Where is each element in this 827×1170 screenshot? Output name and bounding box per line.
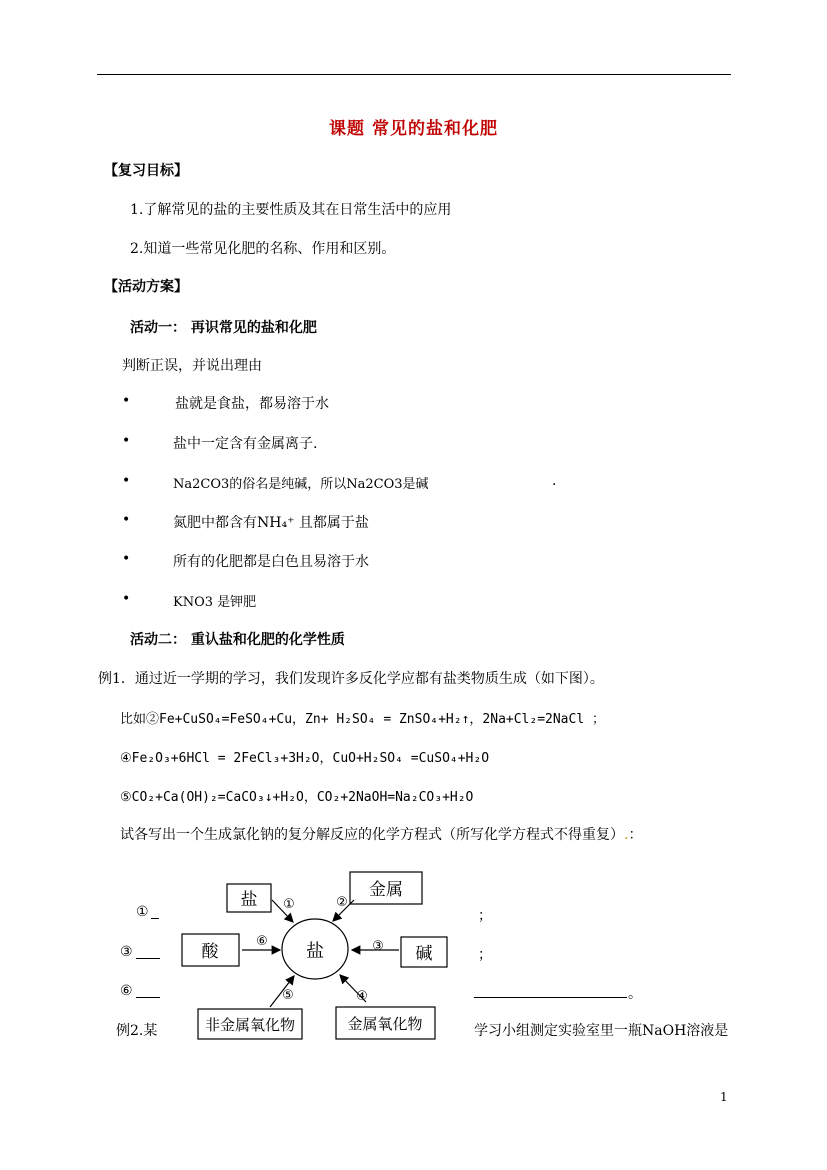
bullet-item-3: Na2CO3的俗名是纯碱，所以Na2CO3是碱 <box>173 477 429 492</box>
goal-2: 2.知道一些常见化肥的名称、作用和区别。 <box>130 241 396 257</box>
center-label: 盐 <box>306 941 324 962</box>
equation-line-1: 比如②Fe+CuSO₄=FeSO₄+Cu，Zn+ H₂SO₄ = ZnSO₄+H₂↑，2Na+Cl₂=2NaCl ； <box>120 712 605 727</box>
arrow-5-number: ⑤ <box>282 988 294 1003</box>
page-number: 1 <box>720 1090 728 1104</box>
bullet-icon: • <box>122 512 131 528</box>
box-metal-oxide-label: 金属氧化物 <box>347 1015 423 1033</box>
bullet-icon: • <box>122 551 131 567</box>
bullet-icon: • <box>122 591 131 607</box>
bullet-item-3-trail: . <box>552 473 557 489</box>
blank-6-line[interactable] <box>136 983 160 998</box>
equation-line-3: ⑤CO₂+Ca(OH)₂=CaCO₃↓+H₂O，CO₂+2NaOH=Na₂CO₃+H₂O <box>120 790 474 805</box>
blank-6-period: 。 <box>628 986 642 1002</box>
goal-1: 1.了解常见的盐的主要性质及其在日常生活中的应用 <box>130 202 452 218</box>
header-rule <box>97 74 731 75</box>
box-salt-label: 盐 <box>240 890 258 910</box>
box-base-label: 碱 <box>415 944 433 964</box>
arrow-1-number: ① <box>283 897 295 912</box>
task-text-body: 试各写出一个生成氯化钠的复分解反应的化学方程式（所写化学方程式不得重复） <box>120 827 624 843</box>
activity-1-heading: 活动一： 再识常见的盐和化肥 <box>130 320 317 336</box>
task-colon: ： <box>628 827 643 843</box>
arrow-6-number: ⑥ <box>256 934 268 949</box>
bullet-item-6: KNO3 是钾肥 <box>173 595 257 610</box>
blank-1-line[interactable] <box>151 904 159 919</box>
arrow-4-number: ④ <box>356 989 368 1004</box>
blank-3-line[interactable] <box>136 944 160 959</box>
example-2-end: 学习小组测定实验室里一瓶NaOH溶液是 <box>474 1023 729 1039</box>
arrow-3-number: ③ <box>372 939 384 954</box>
page-title: 课题 常见的盐和化肥 <box>329 119 498 139</box>
example-2-start: 例2.某 <box>116 1023 158 1039</box>
bullet-item-4: 氮肥中都含有NH₄⁺ 且都属于盐 <box>173 515 369 531</box>
box-nonmetal-oxide-label: 非金属氧化物 <box>204 1016 296 1034</box>
bullet-item-2: 盐中一定含有金属离子. <box>173 436 318 452</box>
task-mark: . <box>624 827 629 843</box>
bullet-icon: • <box>122 473 131 489</box>
box-acid-label: 酸 <box>201 942 219 962</box>
arrow-2-number: ② <box>336 895 348 910</box>
blank-1-label: ① <box>136 904 149 920</box>
blank-3-label: ③ <box>120 944 133 960</box>
blank-6-label: ⑥ <box>120 983 133 999</box>
bullet-item-5: 所有的化肥都是白色且易溶于水 <box>173 554 369 570</box>
bullet-item-1: 盐就是食盐，都易溶于水 <box>175 396 329 412</box>
activity-plan-heading: 【活动方案】 <box>104 279 188 295</box>
salt-reaction-diagram <box>170 862 450 1047</box>
blank-1-semicolon: ； <box>478 908 492 924</box>
blank-3-semicolon: ； <box>478 947 492 963</box>
activity-2-heading: 活动二： 重认盐和化肥的化学性质 <box>130 632 345 648</box>
bullet-icon: • <box>122 433 131 449</box>
blank-6-answer-line[interactable] <box>474 983 627 998</box>
task-text <box>120 824 642 844</box>
activity-1-instruction: 判断正误，并说出理由 <box>122 358 262 374</box>
equation-line-2: ④Fe₂O₃+6HCl = 2FeCl₃+3H₂O，CuO+H₂SO₄ =CuSO₄+H₂O <box>120 751 490 766</box>
example-1-text: 例1．通过近一学期的学习，我们发现许多反化学应都有盐类物质生成（如下图）。 <box>98 671 604 687</box>
box-metal-label: 金属 <box>369 880 403 900</box>
review-goals-heading: 【复习目标】 <box>104 163 188 179</box>
bullet-icon: • <box>122 393 131 409</box>
